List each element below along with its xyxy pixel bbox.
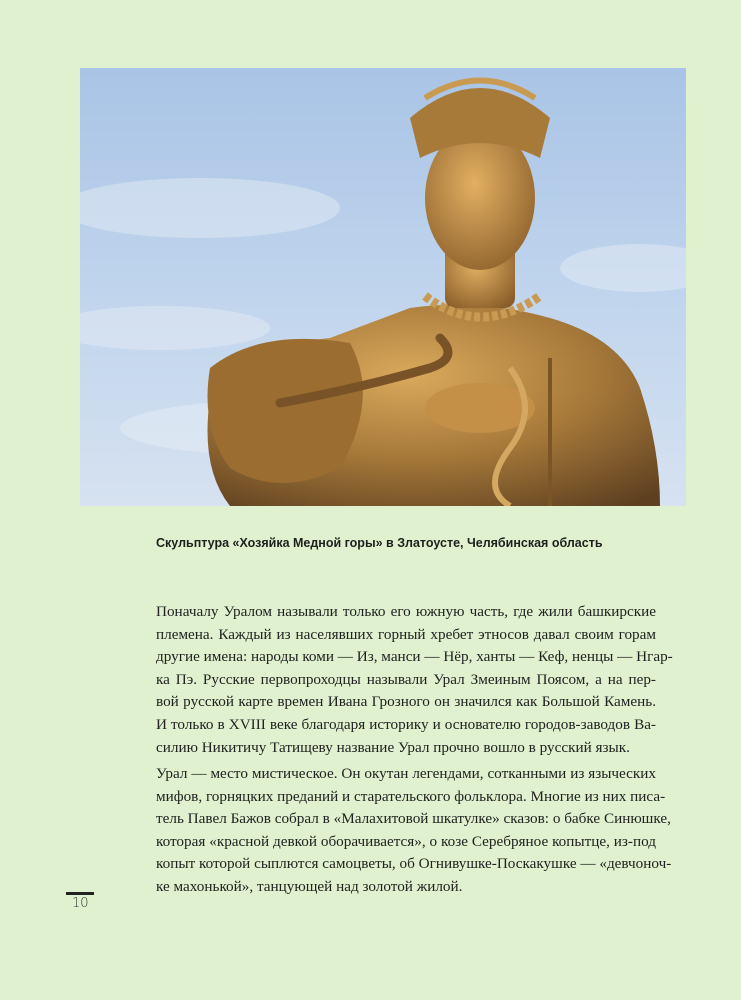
paragraph-line: силию Никитичу Татищеву название Урал прочно вошло в русский язык.	[156, 738, 630, 756]
paragraph-line: вой русской карте времен Ивана Грозного он значился как Большой Камень.	[156, 693, 656, 711]
paragraph-1	[156, 601, 673, 759]
page-number-rule	[66, 892, 94, 895]
paragraph-line: ке махонькой», танцующей над золотой жилой.	[156, 877, 463, 895]
statue-photo-icon	[80, 68, 686, 506]
paragraph-line: Поначалу Уралом называли только его южную часть, где жили башкирские	[156, 603, 656, 620]
paragraph-line: копыт которой сыплются самоцветы, об Огнивушке-Поскакушке — «девчоноч-	[156, 855, 672, 873]
paragraph-line: которая «красной девкой оборачивается», о козе Серебряное копытце, из-под	[156, 832, 656, 850]
paragraph-line: другие имена: народы коми — Из, манси — Нёр, ханты — Кеф, ненцы — Нгар-	[156, 648, 673, 666]
statue-photo	[80, 68, 686, 506]
paragraph-line: племена. Каждый из населявших горный хребет этносов давал своим горам	[156, 625, 656, 643]
page-number: 10	[72, 896, 89, 911]
paragraph-line: тель Павел Бажов собрал в «Малахитовой шкатулке» сказов: о бабке Синюшке,	[156, 810, 671, 828]
paragraph-line: Урал — место мистическое. Он окутан легендами, сотканными из языческих	[156, 765, 656, 782]
paragraph-line: мифов, горняцких преданий и старательского фольклора. Многие из них писа-	[156, 787, 666, 805]
photo-caption: Скульптура «Хозяйка Медной горы» в Златоусте, Челябинская область	[156, 536, 603, 550]
paragraph-2	[156, 763, 672, 899]
paragraph-line: И только в XVIII веке благодаря историку и основателю городов-заводов Ва-	[156, 715, 656, 733]
paragraph-line: ка Пэ. Русские первопроходцы называли Урал Змеиным Поясом, а на пер-	[156, 670, 656, 688]
